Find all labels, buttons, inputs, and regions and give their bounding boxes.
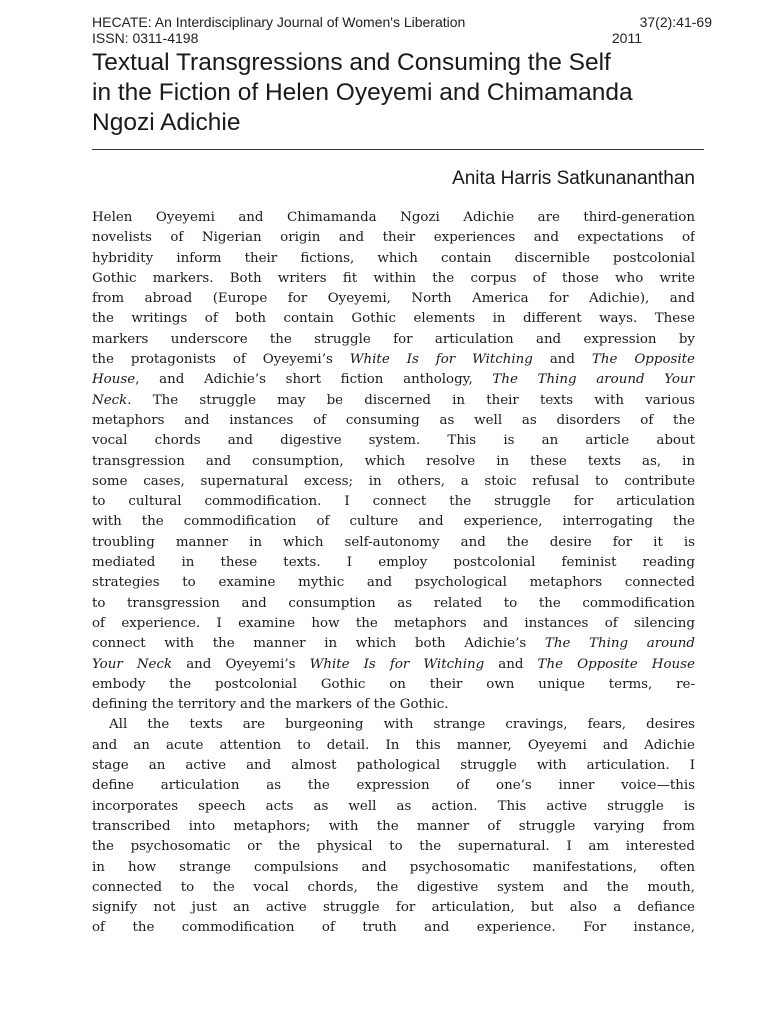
- title-line: Textual Transgressions and Consuming the Self: [92, 49, 611, 76]
- body-line: and an acute attention to detail. In this manner, Oyeyemi and Adichie: [92, 737, 695, 753]
- body-line: Your Neck and Oyeyemi’s White Is for Witching and The Opposite House: [92, 656, 695, 672]
- book-title: House: [92, 372, 136, 388]
- book-title: Neck: [92, 392, 128, 408]
- body-line: embody the postcolonial Gothic on their own unique terms, re-: [92, 676, 695, 692]
- body-line: Neck. The struggle may be discerned in their texts with various: [92, 392, 695, 408]
- title-line: Ngozi Adichie: [92, 109, 241, 136]
- body-line: in how strange compulsions and psychosomatic manifestations, often: [92, 859, 695, 875]
- body-line: All the texts are burgeoning with strange cravings, fears, desires: [109, 717, 695, 733]
- article-title: [92, 48, 712, 138]
- book-title: White Is for Witching: [309, 656, 485, 672]
- body-line: markers underscore the struggle for articulation and expression by: [92, 331, 695, 347]
- body-line: some cases, supernatural excess; in others, a stoic refusal to contribute: [92, 473, 695, 489]
- body-line: connect with the manner in which both Adichie’s The Thing around: [92, 636, 695, 652]
- body-line: the protagonists of Oyeyemi’s White Is for Witching and The Opposite: [92, 352, 695, 368]
- body-line: of experience. I examine how the metaphors and instances of silencing: [92, 615, 695, 631]
- body-line: stage an active and almost pathological struggle with articulation. I: [92, 758, 695, 774]
- title-divider: [92, 149, 704, 150]
- body-line: Helen Oyeyemi and Chimamanda Ngozi Adichie are third-generation: [92, 210, 695, 225]
- book-title: The Thing around: [544, 636, 695, 652]
- author-name: Anita Harris Satkunananthan: [452, 168, 695, 189]
- book-title: White Is for Witching: [349, 352, 533, 368]
- article-body: [92, 208, 695, 939]
- book-title: The Opposite: [591, 352, 695, 368]
- book-title: The Thing around Your: [492, 372, 695, 388]
- body-line: vocal chords and digestive system. This is an article about: [92, 433, 695, 449]
- book-title: Your Neck: [92, 656, 173, 672]
- body-line: Gothic markers. Both writers fit within the corpus of those who write: [92, 270, 695, 286]
- year: 2011: [611, 30, 642, 46]
- body-line: to cultural commodification. I connect the struggle for articulation: [92, 494, 695, 510]
- body-line: transcribed into metaphors; with the manner of struggle varying from: [92, 818, 695, 834]
- body-line: strategies to examine mythic and psychological metaphors connected: [92, 575, 695, 591]
- issn: ISSN: 0311-4198: [92, 30, 199, 46]
- body-line: incorporates speech acts as well as action. This active struggle is: [92, 798, 695, 814]
- body-line: define articulation as the expression of one’s inner voice—this: [92, 778, 695, 794]
- volume-pages: 37(2):41-69: [639, 14, 712, 30]
- body-line: troubling manner in which self-autonomy and the desire for it is: [92, 534, 695, 550]
- body-line: connected to the vocal chords, the digestive system and the mouth,: [92, 879, 695, 895]
- title-line: in the Fiction of Helen Oyeyemi and Chimamanda: [92, 79, 633, 106]
- body-line: hybridity inform their fictions, which contain discernible postcolonial: [92, 250, 695, 266]
- body-line: the writings of both contain Gothic elements in different ways. These: [92, 311, 695, 327]
- body-line: with the commodification of culture and experience, interrogating the: [92, 514, 695, 530]
- book-title: The Opposite House: [537, 656, 695, 672]
- body-line: the psychosomatic or the physical to the supernatural. I am interested: [92, 839, 695, 855]
- body-line: signify not just an active struggle for articulation, but also a defiance: [92, 900, 695, 916]
- body-line: defining the territory and the markers of the Gothic.: [92, 697, 449, 713]
- body-line: transgression and consumption, which resolve in these texts as, in: [92, 453, 695, 469]
- body-line: metaphors and instances of consuming as well as disorders of the: [92, 412, 695, 428]
- body-line: of the commodification of truth and experience. For instance,: [92, 920, 695, 936]
- body-line: novelists of Nigerian origin and their experiences and expectations of: [92, 230, 695, 246]
- body-line: House, and Adichie’s short fiction anthology, The Thing around Your: [92, 372, 695, 388]
- journal-name: HECATE: An Interdisciplinary Journal of Women's Liberation: [92, 14, 466, 30]
- body-line: to transgression and consumption as related to the commodification: [92, 595, 695, 611]
- body-line: mediated in these texts. I employ postcolonial feminist reading: [92, 555, 695, 571]
- body-line: from abroad (Europe for Oyeyemi, North America for Adichie), and: [92, 291, 695, 307]
